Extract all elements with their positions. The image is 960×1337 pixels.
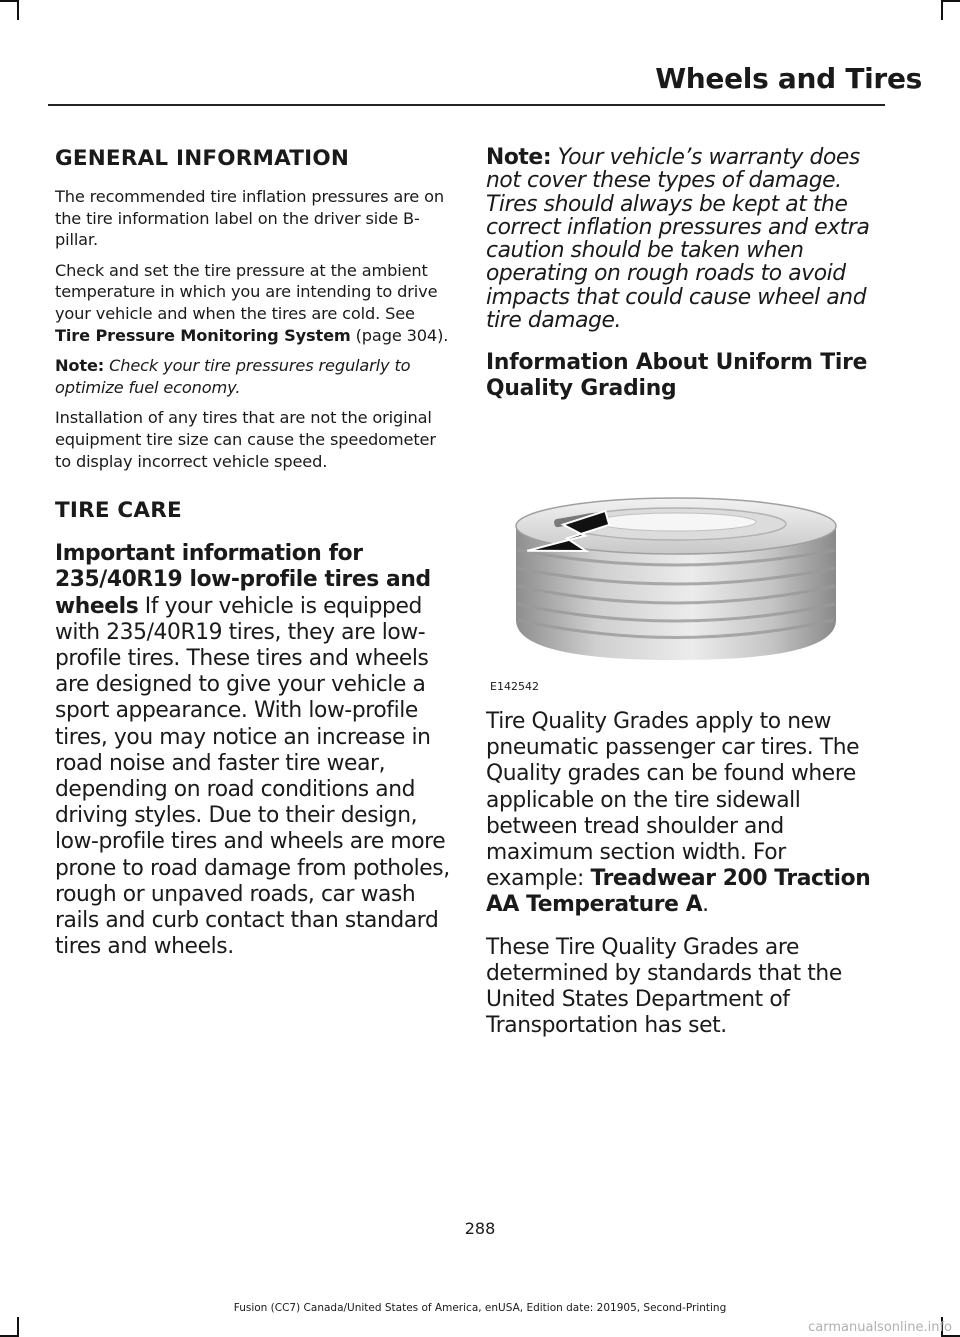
- paragraph-text: Check and set the tire pressure at the ambient temperature in which you are intending to drive your vehicle and when the tires are cold. See: [55, 260, 438, 323]
- right-column-lower: [486, 709, 882, 1039]
- note-text: Check your tire pressures regularly to optimize fuel economy.: [55, 356, 411, 397]
- page-number: 288: [464, 1219, 496, 1238]
- grades-period: .: [702, 892, 709, 918]
- footer-edition: Fusion (CC7) Canada/United States of America, enUSA, Edition date: 201905, Second-Printing: [233, 1302, 727, 1314]
- tire-illustration: [486, 480, 866, 700]
- note-text: Your vehicle’s warranty does not cover these types of damage. Tires should always be kept at the correct inflation pressures and extra caution should be taken when operating on rough roads to avoid impacts that could cause wheel and tire damage.: [486, 145, 870, 334]
- paragraph-check-pressure: [55, 260, 451, 346]
- grades-text: Tire Quality Grades apply to new pneumatic passenger car tires. The Quality grades can be found where applicable on the tire sidewall between tread shoulder and maximum section width. For example:: [486, 709, 860, 892]
- note-label: Note:: [486, 145, 552, 170]
- low-profile-text: If your vehicle is equipped with 235/40R19 tires, they are low-profile tires. These tires and wheels are designed to give your vehicle a sport appearance. With low-profile tires, you may notice an increase in road noise and faster tire wear, depending on road conditions and driving styles. Due to their design, low-profile tires and wheels are more prone to road damage from potholes, rough or unpaved roads, car wash rails and curb contact than standard tires and wheels.: [55, 593, 450, 960]
- crop-mark: [0, 0, 18, 2]
- section-heading-tire-care: TIRE CARE: [55, 498, 182, 524]
- paragraph-low-profile: [55, 541, 451, 960]
- crop-mark: [942, 0, 960, 2]
- paragraph-standards: These Tire Quality Grades are determined by standards that the United States Department of Transportation has set.: [486, 934, 842, 1039]
- left-column: [55, 146, 451, 960]
- figure-id: E142542: [490, 680, 539, 693]
- note-fuel-economy: [55, 355, 451, 398]
- crop-mark: [17, 1317, 19, 1337]
- page-reference: (page 304).: [350, 325, 449, 345]
- subheading-utqg: Information About Uniform Tire Quality Grading: [486, 350, 868, 401]
- grades-example: Treadwear 200 Traction AA Temperature A: [486, 866, 871, 918]
- header-divider: [48, 104, 885, 106]
- section-heading-general: GENERAL INFORMATION: [55, 146, 350, 171]
- paragraph-inflation: The recommended tire inflation pressures are on the tire information label on the driver side B-pillar.: [55, 187, 444, 250]
- crop-mark: [941, 0, 943, 20]
- watermark: carmanualsonline.info: [808, 1320, 952, 1335]
- page-title: Wheels and Tires: [655, 62, 922, 95]
- note-label: Note:: [55, 356, 105, 376]
- low-profile-heading: Important information for 235/40R19 low-profile tires and wheels: [55, 541, 431, 619]
- paragraph-installation: Installation of any tires that are not the original equipment tire size can cause the speedometer to display incorrect vehicle speed.: [55, 408, 436, 471]
- cross-reference-link[interactable]: Tire Pressure Monitoring System: [55, 325, 351, 345]
- note-warranty: [486, 146, 882, 332]
- crop-mark: [17, 0, 19, 20]
- paragraph-grades: [486, 709, 882, 919]
- right-column: [486, 146, 882, 401]
